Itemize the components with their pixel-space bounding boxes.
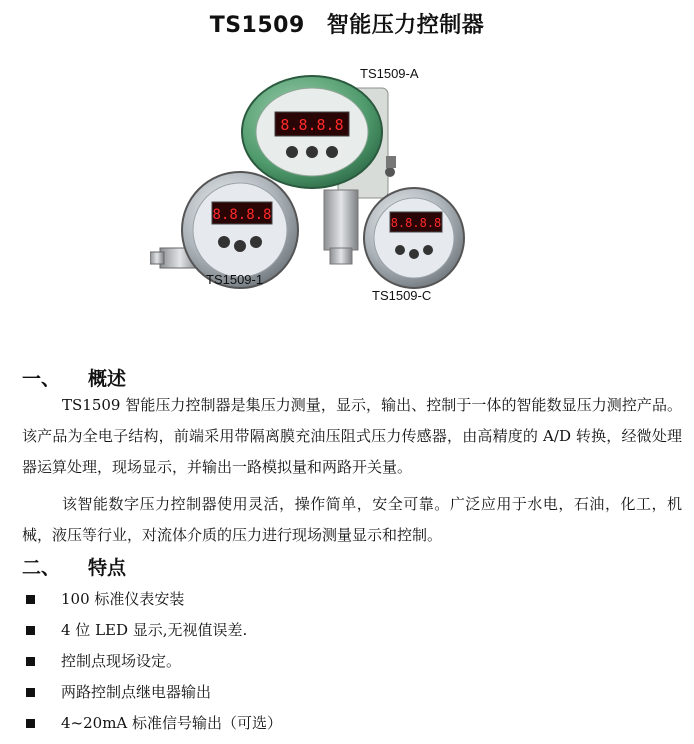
feature-text: 4 位 LED 显示,无视值误差. <box>61 621 248 639</box>
display-1-digits: 8.8.8.8 <box>212 207 272 223</box>
section1-heading <box>22 364 126 391</box>
section1-num: 一、 <box>22 368 61 390</box>
pressure-controllers-illustration <box>150 60 470 320</box>
section2-title: 特点 <box>88 557 127 579</box>
title-name: 智能压力控制器 <box>326 13 485 38</box>
square-bullet-icon <box>26 719 35 728</box>
product-photo <box>150 60 470 320</box>
square-bullet-icon <box>26 626 35 635</box>
section1-title: 概述 <box>88 368 127 390</box>
square-bullet-icon <box>26 595 35 604</box>
feature-text: 100 标准仪表安装 <box>61 590 185 608</box>
list-item <box>22 677 282 708</box>
list-item <box>22 615 282 646</box>
overview-paragraph-2: 该智能数字压力控制器使用灵活，操作简单，安全可靠。广泛应用于水电，石油，化工，机械，液压等行业，对流体介质的压力进行现场测量显示和控制。 <box>22 495 682 544</box>
label-ts1509-a: TS1509-A <box>360 66 419 81</box>
feature-text: 两路控制点继电器输出 <box>61 683 212 701</box>
display-a-digits: 8.8.8.8 <box>280 116 344 134</box>
display-c-digits: 8.8.8.8 <box>390 216 442 230</box>
feature-text: 控制点现场设定。 <box>61 652 182 670</box>
label-ts1509-c: TS1509-C <box>372 288 432 303</box>
square-bullet-icon <box>26 657 35 666</box>
section2-num: 二、 <box>22 557 61 579</box>
label-ts1509-1: TS1509-1 <box>206 272 264 287</box>
list-item <box>22 584 282 615</box>
overview-paragraph-1: TS1509 智能压力控制器是集压力测量，显示，输出、控制于一体的智能数显压力测控产品。该产品为全电子结构，前端采用带隔离膜充油压阻式压力传感器，由高精度的 A/D 转换，经微处理器运算处理，现场显示，并输出一路模拟量和两路开关量。 <box>22 396 682 476</box>
list-item <box>22 708 282 739</box>
section2-heading <box>22 553 126 580</box>
feature-text: 4~20mA 标准信号输出（可选） <box>61 714 283 732</box>
title-model: TS1509 <box>209 13 305 38</box>
square-bullet-icon <box>26 688 35 697</box>
list-item <box>22 646 282 677</box>
document-title <box>0 8 694 39</box>
features-list <box>22 584 282 739</box>
